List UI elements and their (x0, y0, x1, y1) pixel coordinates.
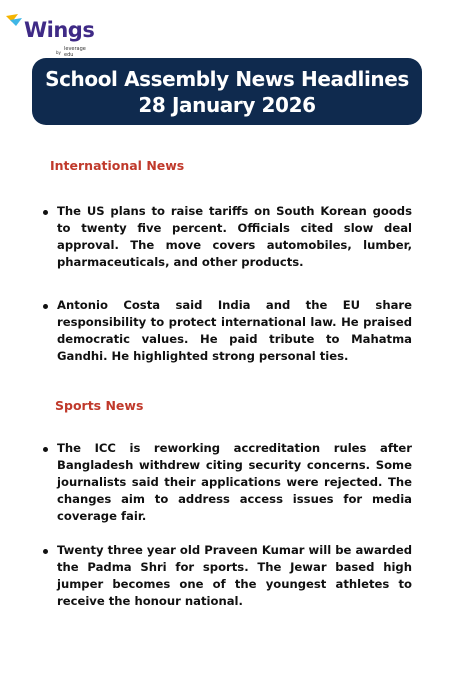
wings-mark-icon (6, 14, 26, 30)
headline-banner (32, 58, 422, 125)
bullet-icon (43, 210, 48, 215)
bullet-icon (43, 549, 48, 554)
news-item (40, 542, 412, 610)
news-item (40, 203, 412, 271)
section-title-sports: Sports News (55, 398, 144, 413)
section-title-international: International News (50, 158, 185, 173)
news-text: The ICC is reworking accreditation rules after Bangladesh withdrew citing security concerns. Some journalists said their applications were rejected. The changes aim to address access issues for media coverage fair. (57, 441, 412, 523)
news-item (40, 440, 412, 525)
news-text: Antonio Costa said India and the EU share responsibility to protect international law. He praised democratic values. He paid tribute to Mahatma Gandhi. He highlighted strong personal ties. (57, 298, 412, 363)
news-text: Twenty three year old Praveen Kumar will be awarded the Padma Shri for sports. The Jewar based high jumper becomes one of the youngest athletes to receive the honour national. (57, 543, 412, 608)
bullet-icon (43, 447, 48, 452)
logo-wordmark: Wings (24, 18, 95, 42)
news-text: The US plans to raise tariffs on South Korean goods to twenty five percent. Officials cited slow deal approval. The move covers automobiles, lumber, pharmaceuticals, and other products. (57, 204, 412, 269)
news-item (40, 297, 412, 365)
bullet-icon (43, 304, 48, 309)
logo-by: by (56, 50, 61, 55)
banner-date: 28 January 2026 (138, 92, 316, 117)
banner-title: School Assembly News Headlines (45, 66, 409, 91)
wings-logo (6, 8, 96, 58)
logo-subtitle: leverage edu (64, 46, 86, 58)
